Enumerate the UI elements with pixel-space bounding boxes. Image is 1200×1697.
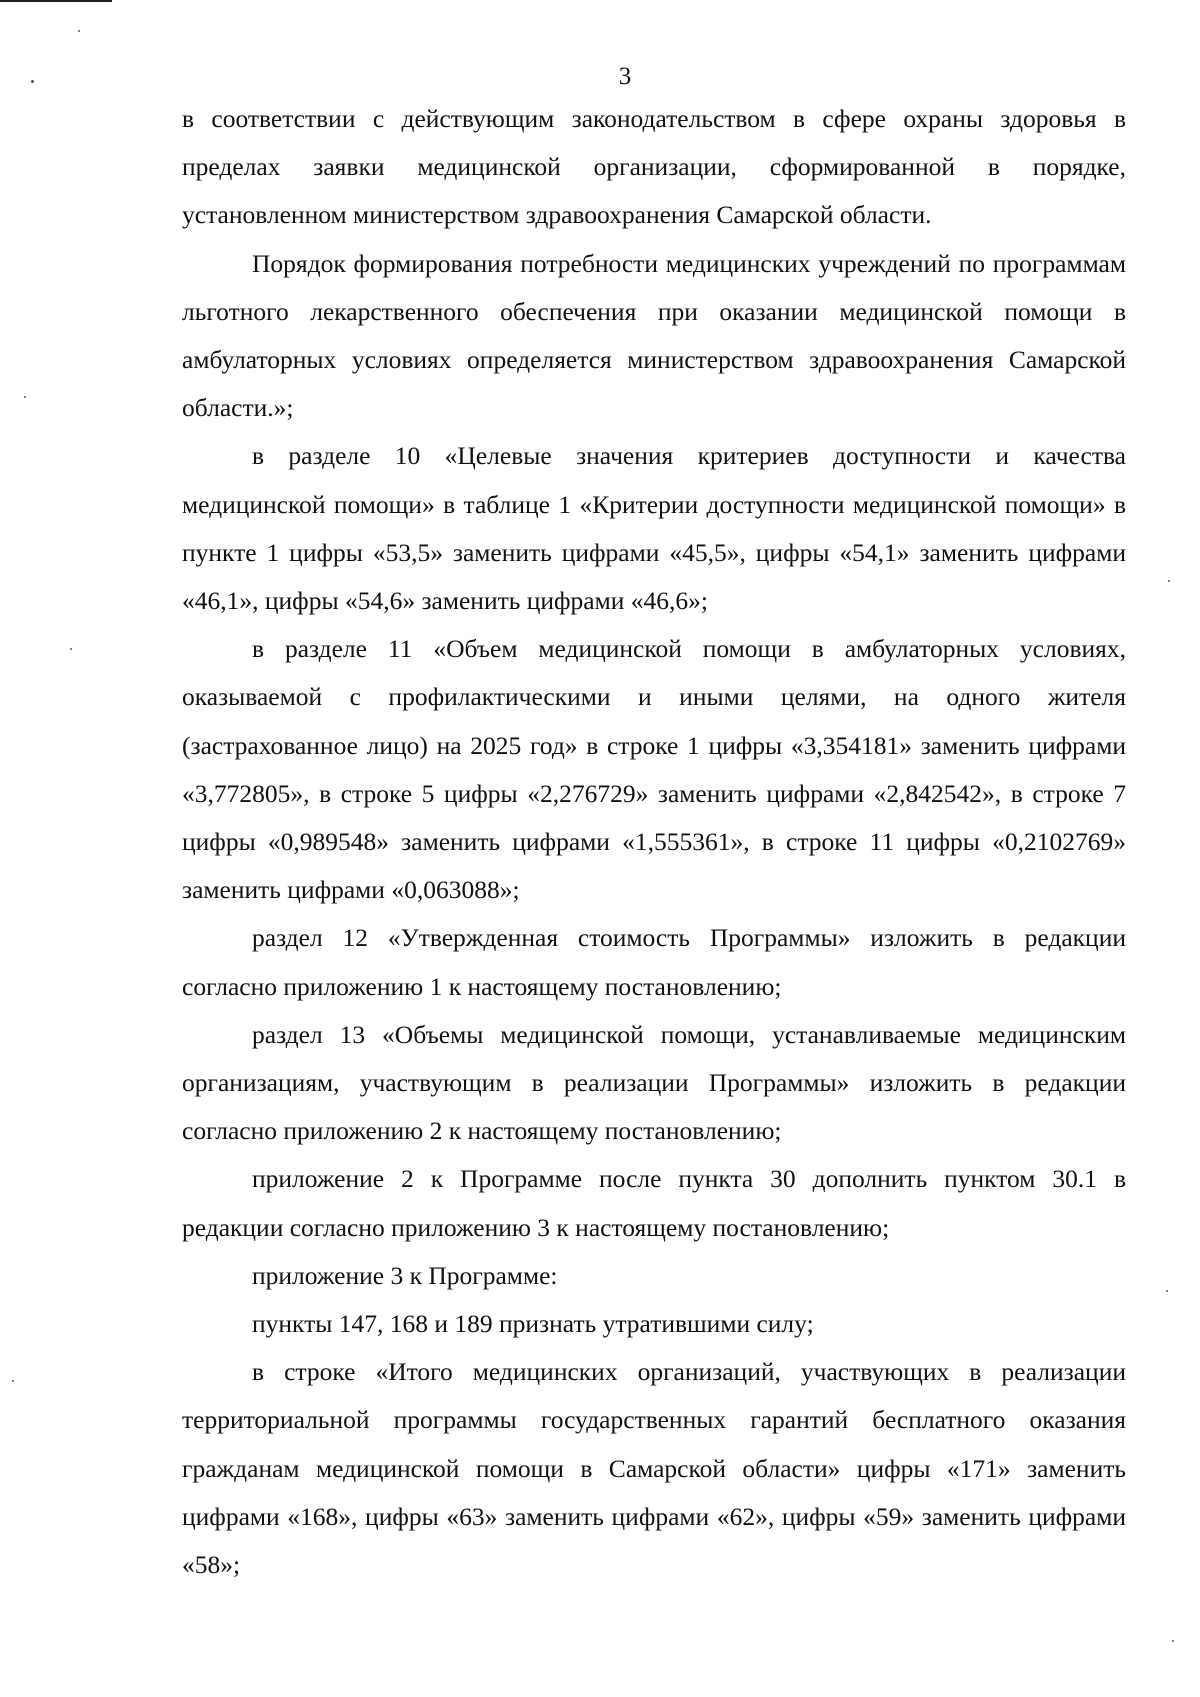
- scan-edge-line: [0, 0, 112, 2]
- scan-speck: [1172, 1640, 1174, 1642]
- scan-speck: [12, 1380, 14, 1382]
- scan-speck: [24, 396, 26, 398]
- page-number: 3: [618, 63, 632, 90]
- paragraph-total-row: в строке «Итого медицинских организаций, участвующих в реализации территориальной программы государственных гарантий бесплатного оказания гражданам медицинской помощи в Самарской области» цифры «171» заменить цифрами «168», цифры «63» заменить цифрами «62», цифры «59» заменить цифрами «58»;: [182, 1357, 1126, 1580]
- scan-speck: [70, 648, 72, 650]
- paragraph-appendix-3: приложение 3 к Программе:: [252, 1260, 558, 1290]
- scan-speck: [1168, 580, 1170, 582]
- paragraph-section-13: раздел 13 «Объемы медицинской помощи, устанавливаемые медицинским организациям, участвующим в реализации Программы» изложить в редакции согласно приложению 2 к настоящему постановлению;: [182, 1019, 1126, 1146]
- scan-speck: [78, 30, 80, 32]
- paragraph-section-12: раздел 12 «Утвержденная стоимость Программы» изложить в редакции согласно приложению 1 к настоящему постановлению;: [182, 923, 1126, 1001]
- paragraph-items-repealed: пункты 147, 168 и 189 признать утратившими силу;: [252, 1309, 814, 1339]
- paragraph-continuation: в соответствии с действующим законодательством в сфере охраны здоровья в пределах заявки медицинской организации, сформированной в порядке, установленном министерством здравоохранения Самарской области.: [182, 104, 1126, 230]
- paragraph-procedure: Порядок формирования потребности медицинских учреждений по программам льготного лекарственного обеспечения при оказании медицинской помощи в амбулаторных условиях определяется министерством здравоохранения Самарской области.»;: [182, 248, 1126, 423]
- paragraph-section-10: в разделе 10 «Целевые значения критериев доступности и качества медицинской помощи» в таблице 1 «Критерии доступности медицинской помощи» в пункте 1 цифры «53,5» заменить цифрами «45,5», цифры «54,1» заменить цифрами «46,1», цифры «54,6» заменить цифрами «46,6»;: [182, 441, 1126, 616]
- scan-speck: [31, 80, 34, 83]
- paragraph-appendix-2: приложение 2 к Программе после пункта 30 дополнить пунктом 30.1 в редакции согласно приложению 3 к настоящему постановлению;: [182, 1164, 1126, 1242]
- paragraph-section-11: в разделе 11 «Объем медицинской помощи в амбулаторных условиях, оказываемой с профилактическими и иными целями, на одного жителя (застрахованное лицо) на 2025 год» в строке 1 цифры «3,354181» заменить цифрами «3,772805», в строке 5 цифры «2,276729» заменить цифрами «2,842542», в строке 7 цифры «0,989548» заменить цифрами «1,555361», в строке 11 цифры «0,2102769» заменить цифрами «0,063088»;: [182, 634, 1126, 905]
- scan-speck: [1166, 1290, 1168, 1292]
- document-body: [182, 95, 1126, 1589]
